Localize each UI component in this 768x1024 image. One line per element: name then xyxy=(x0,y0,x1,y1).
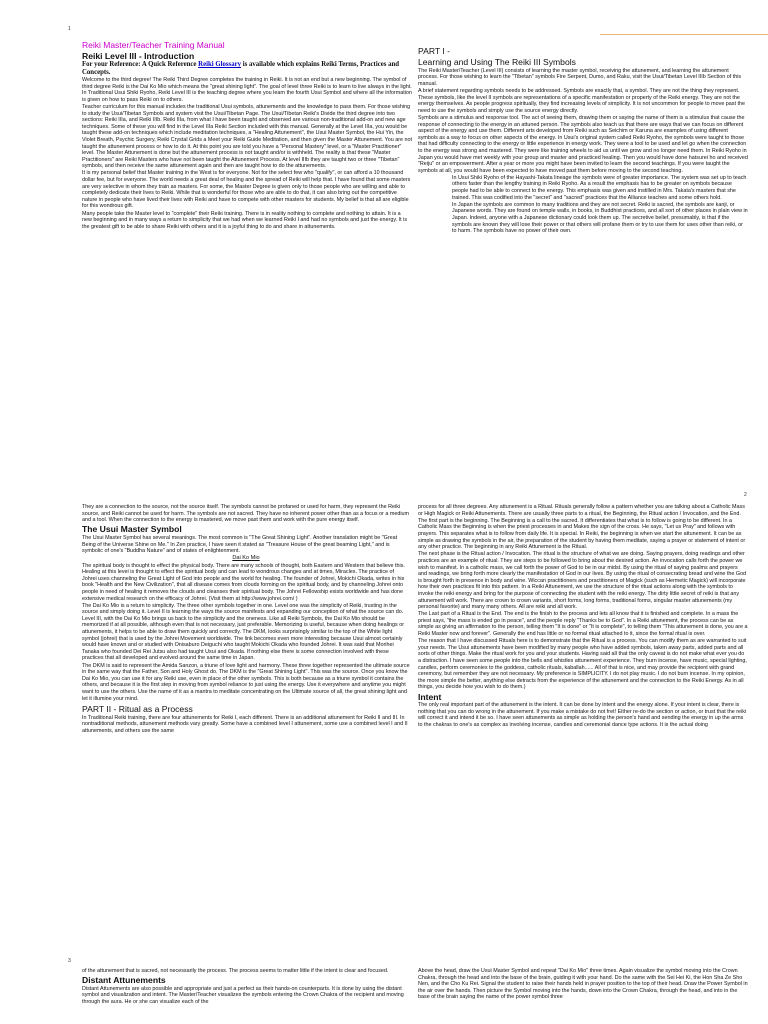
paragraph: In Usui Shiki Ryoho of the Hayashi-Takata lineage the symbols were of greater importance. The system was set up to teach others faster than the lengthy training in Reiki Ryoho. As a result the emphasis has to be greater on symbols because people had to be able to connect to the energy. This emphasis was given and instilled in Mrs. Takata's masters that she trained. This was codified into the "secret" and "sacred" practices that the Alliance teaches and some others hold. xyxy=(452,174,747,201)
paragraph: The DKM is said to represent the Amida Sanzon, a triune of love light and harmony. These three together represented the ultimate source in the same way that the Father, Son and Holy Ghost do. The DKM is the "Great Shining Light". This was the source. Once you know the Dai Ko Mio, you can use it for any Reiki use, even in place of the other symbols. This is both because as a triune symbol it contains the others, and because it is the first step in moving from symbol reliance to just using the energy. Use it everywhere and anytime you might want to use the others. Use the name of it as a mantra to meditate concentrating on the Ultimate source of all, the great shining light and let it illumine your mind. xyxy=(82,662,410,702)
paragraph: The first part is the beginning. The Beginning is a call to the sacred. It differentiates that what is to follow is going to be different. In a Catholic Mass the Beginning is when the priest processes in and Makes the sign of the cross. He says, "Let us Pray" and follows with prayers. This separates what is to follow from daily life. It is special. In Reiki, the beginning is when we start the attunement. It can be as simple as drawing the symbols in the air, the preparation of the student by having them meditate, saying a prayer or statement of intent or any other practice. The beginning in any Reiki Attunement is the Ritual. xyxy=(418,517,746,551)
reference-lead: For your Reference: A Quick Reference xyxy=(82,61,199,69)
document-page-1 xyxy=(0,0,768,505)
paragraph: process for all three degrees. Any attunement is a Ritual. Rituals generally follow a pattern whether you are talking about a Catholic Mass or High Magick or Reiki Attunements. There are usually three parts to a ritual, the Beginning, the Ritual action / Invocation, and the End. xyxy=(418,504,745,517)
intent-heading: Intent xyxy=(418,691,442,702)
left-column xyxy=(82,504,410,735)
paragraph: The spiritual body is thought to effect the physical body. There are many schools of thought, both Eastern and Western that believe this. Healing at this level is thought to effect the spiritual body and can lead to wondrous changes and at times, Miracles. The practice of Johrei uses channeling the Great Light of God into people and the world for healing. The founder of Johrei, Mokichi Okada, writes in his book "Health and the New Civilization", that all disease comes from clouds forming on the spiritual body, and by channeling Johrei onto people in need of healing it removes the clouds and cleanses their spiritual body. The Johrei Fellowship exists worldwide and has done extensive medical research on the efficacy of Johrei. (Visit them at http://www.johrei.com/ ) xyxy=(82,562,405,602)
part2-heading: PART II - Ritual as a Process xyxy=(82,704,193,715)
paragraph: The reason that I have discussed Rituals here is to demonstrate that the Ritual is a process. You can modify them as are warranted to suit your needs. The Usui attunements have been modified by many people who have added symbols, taken away parts, added parts and all sorts of other things. Make the ritual work for you and your students. Having said all that the only caveat is do not make what ever you do a distraction. I have seen some people into the bells and whistles attunement experience. They burn incense, have music, special lighting, candles, perform ceremonies to the goddess, catholic rituals, kaballah...... All of that is nice, and may provide the recipient with grand ceremony, but remember they are not necessary. My preference is SIMPLICITY. I do not play music. I do not burn incense. In my opinion, the more simple the better, anything else detracts from the experience of the attunement and the connection to the Reiki Energy. As in all things, you decide how you wish to do them.) xyxy=(418,638,747,691)
section-heading: Reiki Level III - Introduction xyxy=(82,50,195,61)
paragraph: They are a connection to the source, not the source itself. The symbols cannot be profaned or used for harm, they represent the Reiki source, and Reiki cannot be used for harm. The symbols are not sacred. They have no inherent power other than as a focus or a medium and a tool. When the connection to the energy is mastered, we move past them and work with the pure energy itself. xyxy=(82,504,410,524)
manual-title: Reiki Master/Teacher Training Manual xyxy=(82,40,225,50)
paragraph: The Reiki Master/Teacher (Level III) consists of learning the master symbol, receiving the attunement, and learning the attunement process. For those wishing to learn the "Tibetan" symbols Fire Serpent, Dumo, and Raku, visit the Usui/Tibetan Level IIIb Section of this manual. xyxy=(418,67,742,87)
paragraph: Welcome to the third degree! The Reiki Third Degree completes the training in Reiki. It is not an end but a new beginning. The symbol of third degree Reiki is the Dai Ko Mio which means the "great shining light". The goal of level three Reiki is to learn to live always in the light. In Traditional Usui Shiki Ryoho, Reiki Level III is the teaching degree where you learn the fourth Usui Symbol and where all the information is given on how to pass Reiki on to others. xyxy=(82,76,412,103)
right-column xyxy=(418,504,748,729)
page-number: 2 xyxy=(744,492,747,498)
distant-attunements-heading: Distant Attunements xyxy=(82,975,166,986)
page-number: 1 xyxy=(68,26,71,32)
paragraph: The Usui Master Symbol has several meanings. The most common is "The Great Shining Light". Another translation might be "Great Being of the Universe Shine on Me." In Zen practice, I have seen it stated as "Treasure House of the great beaming Light," and is symbolic of one's "Buddha Nature" and of states of enlightenment. xyxy=(82,534,398,555)
paragraph: Teacher curriculum for this manual includes the traditional Usui symbols, attunements and the knowledge to pass them. For those wishing to study the Usui/Tibetan Symbols and system visit the Usui/Tibetan Page. The Usui/Tibetan Reiki's Divide the third degree into two sections: Reiki IIIa, and Reiki IIIb. Reiki IIIa, from what I have been taught and observed are various non-traditional add-on and new age techniques. Some of these you will find in the Level IIIa Reiki Section included with this manual. Generally at the Level IIIa, you would be taught these add-on techniques which include meditation techniques, a "Healing Attunement", the Usui Master Symbol, the Hui Yin, the Violet Breath, Psychic Surgery, Reiki Crystal Grids a Meet your Reiki Guide Meditation, and then given the Master Attunement. You are not taught the attunement process or how to do it. At this point you are told you have a "Personal Mastery" level, or a "Master Practitioner" level. The Master Attunement is done but the attunement process is not taught and/or is withheld. The reality is that these "Master Practitioners" are Reiki Masters who have not been taught the Attunement Process. At level IIIb they are taught two or three "Tibetan" symbols, and then receive the same attunement again and then are taught how to do the attunements. xyxy=(82,103,412,170)
paragraph: The Last part of a Ritual is the End. The end is the finish to the process and lets all know that it is finished and complete. In a mass the priest says, "the mass is ended go in peace", and the people reply "Thanks be to God". In a Reiki attunement, the process can be as simple as giving an affirmation to the person, telling them "It is done" or "It is complete", to telling them "This attunement is done, you are a Reiki Master now and forever". Generally the end has little or no formal ritual attached to it, since the formal ritual is over. xyxy=(418,611,748,638)
reference-note xyxy=(82,61,412,76)
left-column xyxy=(82,40,412,231)
document-page-2 xyxy=(0,492,768,952)
glossary-link[interactable]: Reiki Glossary xyxy=(198,61,242,69)
paragraph: In Traditional Reiki training, there are four attunements for Reiki I, each different. There is an additional attunement for Reiki II and III. In nontraditional methods, attunement methods vary greatly. Some have a combined level I attunement, some use a combined level I and II attunements, and others use the same xyxy=(82,714,408,734)
paragraph: Symbols are a stimulus and response tool. The act of seeing them, drawing them or saying the name of them is a stimulus that cause the response of connecting to the energy in an attuned person. The symbols also teach us that there are ways that we can focus on different aspect of the energy and use them. Different arts developed from Reiki such as Seichim or Karuna are examples of using different symbols as a way to focus on other aspects of the energy. In Usui's original system called Reiki Ryoho, the symbols were taught to those that had difficulty connecting to the energy or little experience in energy work. They were a tool to be used and let go when the connection to the energy was strong and mastered. They were like training wheels to aid us until we grow and no longer need them. In Reiki Ryoho in Japan you would have met weekly with your group and master and practiced healing. Then you would have done hatsurei ho and received "Reiju" or an empowerment. After a year or more you might have been invited to learn the second teachings. If you were taught the symbols at all, you would have been expected to have moved past them before moving to the second teaching. xyxy=(418,114,748,174)
paragraph: It is my personal belief that Master training in the West is for everyone. Not for the select few who "qualify", or can afford a 10 thousand dollar fee, but for everyone. The world needs a great deal of healing and the spread of Reiki will help that. I have found that some masters are very selective in whom they train as masters. For some, the Master Degree is given only to those people who are willing and able to completely dedicate their lives to Reiki. While that is wonderful for those who are able to do that, it can also bring out the competitive nature in people who have lived their lives with Reiki and have to compete with other masters for students. My belief is that all are eligible for this wondrous gift. xyxy=(82,170,411,210)
usui-master-heading: The Usui Master Symbol xyxy=(82,524,182,535)
paragraph: The next phase is the Ritual action / Invocation. The ritual is the structure of what we are doing. Saying prayers, doing readings and other practices are an example of ritual. They are steps to be followed to bring about the desired action. An invocation calls forth the power we wish to manifest. In a catholic mass, we call forth the power of God to be in our midst. By using the ritual of saying psalms and prayers and readings, we bring forth more clearly the manifestation of God in our lives. By using the ritual of consecrating bread and wine the God is brought forth in presence in body and wine. Wiccan practitioners and practitioners of Magick (such as Hermetic Magick) will incorporate how their own practices fit into this pattern. In a Reiki Attunement, we use the structure of the ritual actions along with the symbols to invoke the reiki energy and bring for the purpose of connecting the student with the reiki energy. The dirty little secret of reiki is that any attunement will work. There are crown to crown variants, short forms, long forms, traditional forms, singular master attunements (my personal favorite) and many many others. All are reiki and all work. xyxy=(418,551,747,611)
header-rule xyxy=(600,34,768,35)
paragraph: The only real important part of the attunement is the intent. It can be done by intent and the energy alone. If your intent is clear, there is nothing that you can do wrong in the attunement. If you make a mistake do not fret! Either re-do the section or action, or trust that the reiki will correct it and intend it be so. I have seen attunements as simple as holding the person's hand and sending the energy in up the arms to the chakras to one's as complex as involving incense, candles and ceremonial dance type actions. It is the actual doing xyxy=(418,702,747,728)
part-subheading: Learning and Using The Reiki III Symbols xyxy=(418,56,576,67)
document-page-3 xyxy=(0,958,768,1024)
paragraph: Above the head, draw the Usui Master Symbol and repeat "Dai Ko Mio" three times. Again visualize the symbol moving into the Crown Chakra, through the head and into the base of the brain, guiding it with your hand. Do the same with the Sei Hei Ki, the Hon Sha Ze Sho Nen, and the Cho Ku Rei. Signal the student to raise their hands held in prayer position to the top of their head. Draw the Power Symbol in the air over the hands. Then picture the Symbol moving into the hands, down into the Crown Chakra, through the head, and into in the base of the brain saying the name of the power symbol three xyxy=(418,968,748,1001)
paragraph: In Japan the symbols are common to many traditions and they are not secret. Reiki is sacred, the symbols are kanji, or Japanese words. They are found on temple walls, in books, in Buddhist practices, and all sort of other places in plain view in Japan. Indeed, anyone with a Japanese dictionary could look them up. The secretive belief, presumably, is that if the symbols are known they will lose their power or that others will profane them or try to use them for uses other than reiki, or to harm. The symbols have no power of their own. xyxy=(452,201,748,235)
part-heading: PART I - xyxy=(418,46,450,56)
right-column xyxy=(418,968,748,1002)
paragraph: Many people take the Master level to "complete" their Reiki training. There is in reality nothing to complete and nothing to attain. It is a new beginning and in many ways a return to simplicity that we had when we learned Reiki I and had no symbols and just the energy. It is the greatest gift to be able to share Reiki with others and it is a joyful thing to do and share in attunements. xyxy=(82,210,408,230)
paragraph: Distant Attunements are also possible and appropriate and just a perfect as their hands-on counterparts. It is done by using the distant symbol and visualization and intent. The Master/Teacher visualizes the symbols entering the Crown Chakra of the recipient and moving through the aura. He or she can visualize each of the xyxy=(82,985,404,1005)
paragraph: A brief statement regarding symbols needs to be addressed. Symbols are exactly that, a symbol. They are not the thing they represent. These symbols, like the level II symbols are representations of a specific manifestation or property of the Reiki energy. They are not the energy themselves. As people progress spiritually, they find increasing levels of simplicity. It is not uncommon for people to move past the need to use the symbols and simply use the source energy directly. xyxy=(418,87,745,114)
reference-tail: is available which explains Reiki Terms, Practices and Concepts. xyxy=(82,61,400,76)
page-number: 3 xyxy=(68,958,71,964)
paragraph: The Dai Ko Mio is a return to simplicity. The three other symbols together in one. Level one was the simplicity of Reiki, trusting in the source and simply doing it. Level II is learning the ways the source manifests and expanding our conception of what the source can do. Level III, with the Dai Ko Mio brings us back to the simplicity and the oneness. Like all Reiki Symbols, the Dai Ko Mio should be memorized if at all possible, although even that is not necessary, just preferable. Memorizing is useful, because when doing healings or attunements, it helps to be able to draw them quickly and correctly. The DKM, looks surprisingly similar to the top of the White light symbol (johrei) that is used by the Johrei Movement worldwide. The link becomes even more interesting because Usui almost certainly would have known and or studied with Onisaburo Deiguchi who taught Mokichi Okada who founded Johrei. It was said that Morihei Tanaka who founded Dei Rei Jutsu also had taught Usui and Okada. If nothing else there is some connection involved with these practices that all developed and evolved around the same time in Japan. xyxy=(82,602,405,662)
dai-ko-mio-heading: Dai Ko Mio xyxy=(232,555,260,562)
right-column xyxy=(418,46,748,235)
paragraph: of the attunement that is sacred, not necessarily the process. The process seems to matter little if the intent is clear and focused. xyxy=(82,968,389,974)
left-column xyxy=(82,968,410,1006)
